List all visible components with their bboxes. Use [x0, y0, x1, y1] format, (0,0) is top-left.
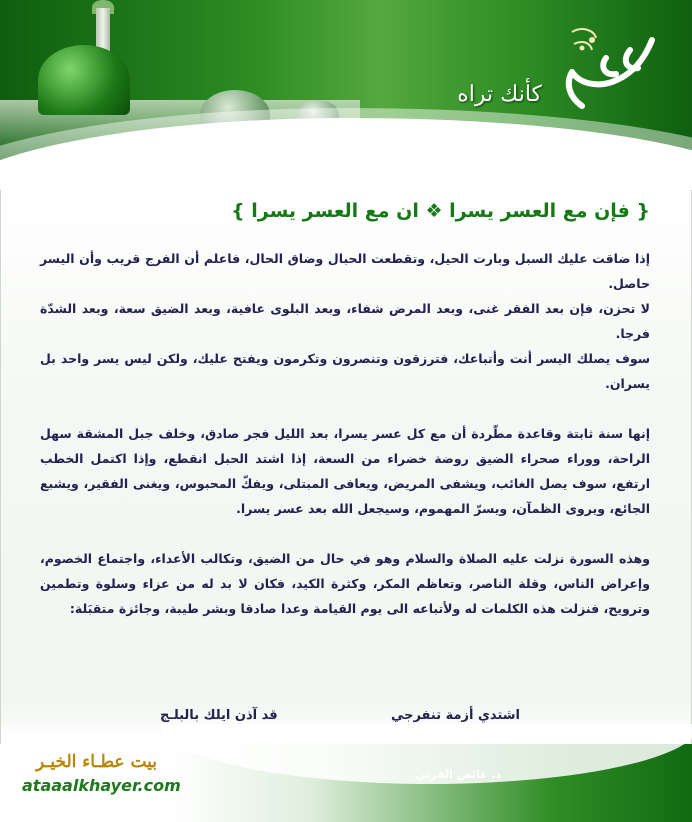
- paragraph-gap: [40, 396, 650, 421]
- green-dome-image: [38, 45, 130, 115]
- paragraph: سوف يصلك اليسر أنت وأتباعك، فترزقون وتنصرون وتكرمون ويفتح عليك، ولكن ليس يسر واحد بل يسران.: [40, 351, 650, 391]
- verse-first-half: اشتدي أزمة تنفرجي: [390, 708, 520, 723]
- poem-verse: [160, 708, 520, 723]
- tagline: كأنك تراه: [457, 82, 542, 107]
- author-name: د. عائض القرني: [415, 768, 502, 781]
- page-title: { فإن مع العسر يسرا ❖ ان مع العسر يسرا }: [231, 200, 650, 222]
- header-banner: [0, 0, 692, 190]
- muhammad-calligraphy-logo: [552, 20, 662, 115]
- site-url-link[interactable]: ataaalkhayer.com: [22, 776, 181, 795]
- paragraph: وهذه السورة نزلت عليه الصلاة والسلام وهو في حال من الضيق، وتكالب الأعداء، واجتماع الخصوم، وإعراض الناس، وقلة الناصر، وتعاظم المكر، وكثرة الكيد، فكان لا بد له من عزاء وسلوة وتطمين وترويح، فنزلت هذه الكلمات له ولأتباعه الى يوم القيامة وعدا صادقا وبشر طيبة، وجائزة متقبَلة:: [40, 551, 650, 616]
- verse-second-half: قد آذن ايلك بالبلـج: [160, 708, 278, 723]
- paragraph-gap: [40, 521, 650, 546]
- paragraph: إنها سنة ثابتة وقاعدة مطّردة أن مع كل عسر يسرا، بعد الليل فجر صادق، وخلف جبل المشقة سهل الراحة، ووراء صحراء الضيق روضة خضراء من السعة، إذا اشتد الحبل انقطع، وإذا اكتمل الخطب ارتفع، سوف يصل الغائب، ويشفى المريض، ويعافى المبتلى، ويفكّ المحبوس، ويغنى الفقير، ويشبع الجائع، ويروى الظمآن، ويسرّ المهموم، وسيجعل الله بعد عسر يسرا.: [40, 426, 650, 516]
- paragraph: إذا ضاقت عليك السبل وبارت الحيل، وتقطعت الحبال وضاق الحال، فاعلم أن الفرج قريب وأن اليسر حاصل.: [40, 251, 650, 291]
- article-body: [40, 246, 650, 621]
- paragraph: لا تحزن، فإن بعد الفقر غنى، وبعد المرض شفاء، وبعد البلوى عافية، وبعد الضيق سعة، وبعد الشدّة فرجا.: [40, 301, 650, 341]
- site-name-arabic: بيت عطـاء الخيـر: [36, 752, 158, 772]
